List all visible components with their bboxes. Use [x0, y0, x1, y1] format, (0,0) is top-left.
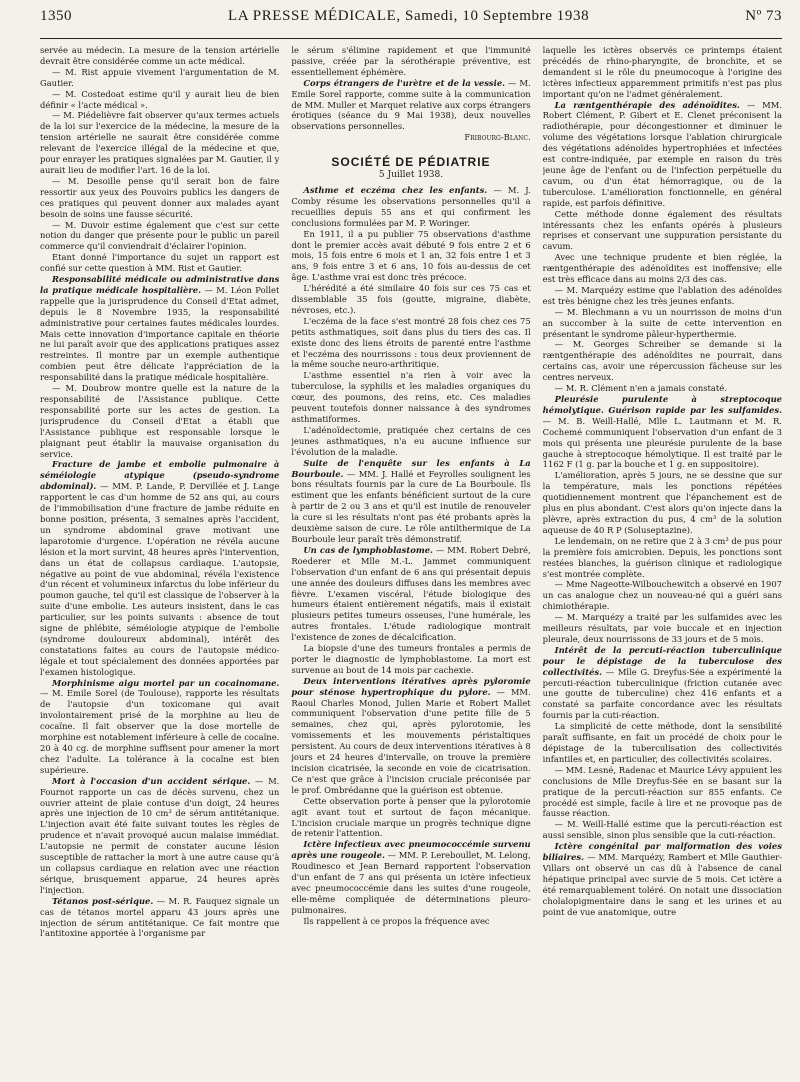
paragraph: — M. Georges Schreiber se demande si la ræntgenthérapie des adénoïdites ne pourrait, dans certains cas, avoir une répercussion fâcheuse sur les centres nerveux.	[542, 339, 782, 383]
article-heading: Asthme et eczéma chez les enfants.	[303, 184, 488, 195]
article	[543, 394, 782, 470]
article	[40, 459, 279, 677]
text-columns	[40, 45, 782, 1075]
paragraph: servée au médecin. La mesure de la tension artérielle devrait être considérée comme un acte médical.	[40, 45, 280, 66]
article	[40, 678, 279, 776]
paragraph: laquelle les ictères observés ce printemps étaient précédés de rhino-pharyngite, de bronchite, et se demandent si le rôle du pneumocoque à l'origine des ictères infectieux apparemment primitifs n'est pas plus important qu'on ne l'admet généralement.	[542, 45, 782, 99]
paragraph: — M. Rist appuie vivement l'argumentation de M. Gautier.	[40, 66, 280, 88]
column-1	[40, 45, 279, 1075]
paragraph: — M. Blechmann a vu un nourrisson de moins d'un an succomber à la suite de cette intervention en présentant le syndrome pâleur-hyperthermie.	[542, 306, 782, 339]
paragraph: La simplicité de cette méthode, dont la sensibilité paraît suffisante, en fait un procédé de choix pour le dépistage de la tuberculisation des collectivités infantiles et, en particulier, des collectivités scolaires.	[542, 721, 782, 764]
paragraph: le sérum s'élimine rapidement et que l'immunité passive, créée par la sérothérapie préventive, est essentiellement éphémère.	[291, 45, 531, 77]
paragraph: L'eczéma de la face s'est montré 28 fois chez ces 75 petits asthmatiques, soit dans plus du tiers des cas. Il existe donc des liens étroits de parenté entre l'asthme et l'eczéma des nourrissons : tous deux proviennent de la même souche neuro-arthritique.	[291, 315, 531, 370]
article-body: — M. Léon Pollet rappelle que la jurisprudence du Conseil d'Etat admet, depuis le 8 Novembre 1935, la responsabilité administrative pour certaines fautes médicales lourdes. Mais cette innovation d'importance capitale en théorie ne lui paraît avoir que des applications pratiques assez restreintes. Il montre par un exemple authentique combien peut être délicate l'appréciation de la responsabilité dans la pratique médicale hospitalière.	[40, 284, 280, 383]
paragraph: En 1911, il a pu publier 75 observations d'asthme dont le premier accès avait débuté 9 fois entre 2 et 6 mois, 15 fois entre 6 mois et 1 an, 32 fois entre 1 et 3 ans, 9 fois entre 3 et 6 ans, 10 fois au-dessus de cet âge. L'asthme vrai est donc très précoce.	[291, 228, 531, 283]
article-heading: Intérêt de la percuti-réaction tuberculinique pour le dépistage de la tuberculose des collectivités.	[542, 644, 782, 677]
article-body: — MM. P. Lereboullet, M. Lelong, Roudinesco et Jean Bernard rapportent l'observation d'un enfant de 7 ans qui présenta un ictère infectieux avec pneumococcémie dans les suites d'une rougeole, elle-même compliquée de déterminations pleuro-pulmonaires.	[291, 850, 531, 915]
paragraph: — Mme Nageotte-Wilbouchewitch a observé en 1907 un cas analogue chez un nouveau-né qui a guéri sans chimiothérapie.	[542, 579, 782, 612]
paragraph: — M. Desoille pense qu'il serait bon de faire ressortir aux yeux des Pouvoirs publics les dangers de ces pratiques qui peuvent donner aux malades ayant besoin de soins une fausse sécurité.	[40, 175, 280, 219]
paragraph: — M. Piédelièvre fait observer qu'aux termes actuels de la loi sur l'exercice de la médecine, la mesure de la tension artérielle ne saurait être considérée comme relevant de l'exercice illégal de la médecine et que, pour enrayer les pratiques signalées par M. Gautier, il y aurait lieu de modifier l'art. 16 de la loi.	[40, 110, 280, 175]
article-body: — MM. Raoul Charles Monod, Julien Marie et Robert Mallet communiquent l'observation d'une petite fille de 5 semaines, chez qui, après pylorotomie, les vomissements et les mouvements péristaltiques persistent. Au cours de deux interventions itératives à 8 jours et 24 heures d'intervalle, on trouve la première incision cicatrisée, la seconde en voie de cicatrisation. Ce n'est que grâce à l'incision cruciale préconisée par le prof. Ombrédanne que la guérison est obtenue.	[291, 686, 531, 795]
article-body: — Mlle G. Dreyfus-Sée a expérimenté la percuti-réaction tuberculinique (friction cutanée avec une goutte de tuberculine) chez 416 enfants et a constaté sa parfaite concordance avec les résultats fournis par la cuti-réaction.	[542, 666, 782, 721]
paragraph: — M. Weill-Hallé estime que la percuti-réaction est aussi sensible, sinon plus sensible que la cuti-réaction.	[542, 819, 782, 841]
article	[291, 458, 530, 545]
section-title: SOCIÉTÉ DE PÉDIATRIE	[331, 155, 491, 170]
article-body: — MM. Marquézy, Rambert et Mlle Gauthier-Villars ont observé un cas dû à l'absence de canal hépatique principal avec survie de 5 mois. Cet ictère a été remarquablement toléré. On notait une dissociation cholalopigmentaire dans le sang et les urines et au point de vue anatomique, outre	[542, 852, 782, 917]
article	[291, 185, 530, 229]
article-body: — MM. J. Hallé et Feyrolles soulignent les bons résultats fournis par la cure de La Bourboule. Ils estiment que les enfants bénéficient surtout de la cure à partir de 2 ou 3 ans et qu'il est inutile de renouveler la cure si les résultats n'ont pas été probants après la deuxième saison de cure. Le rôle antilthermique de La Bourboule leur paraît très démonstratif.	[291, 468, 531, 544]
paragraph: Le lendemain, on ne retire que 2 à 3 cm³ de pus pour la première fois amicrobien. Depuis, les ponctions sont restées blanches, la guérison clinique et radiologique s'est montrée complète.	[542, 535, 782, 579]
article	[291, 676, 530, 796]
article	[291, 545, 530, 643]
paragraph: — M. Costedoat estime qu'il y aurait lieu de bien définir « l'acte médical ».	[40, 88, 280, 110]
paragraph: L'asthme essentiel n'a rien à voir avec la tuberculose, la syphilis et les maladies organiques du cœur, des poumons, des reins, etc. Ces maladies peuvent toutefois donner naissance à des syndromes asthmatiformes.	[291, 370, 531, 424]
article-body: — M. R. Fauquez signale un cas de tétanos mortel apparu 43 jours après une injection de sérum antitétanique. Ce fait montre que l'antitoxine apportée à l'organisme par	[40, 895, 280, 939]
paragraph: La biopsie d'une des tumeurs frontales a permis de porter le diagnostic de lymphoblastome. La mort est survenue au bout de 14 mois par cachexie.	[291, 643, 531, 675]
article-heading: Fracture de jambe et embolie pulmonaire à séméiologie atypique (pseudo-syndrome abdominal).	[40, 459, 280, 492]
article	[543, 100, 782, 209]
paragraph: Cette observation porte à penser que la pylorotomie agit avant tout et surtout de façon mécanique. L'incision cruciale marque un progrès technique digne de retenir l'attention.	[291, 795, 531, 839]
paragraph: Etant donné l'importance du sujet un rapport est confié sur cette question à MM. Rist et Gautier.	[40, 252, 280, 274]
paragraph: L'adénoïdectomie, pratiquée chez certains de ces jeunes asthmatiques, n'a eu aucune influence sur l'évolution de la maladie.	[291, 424, 531, 457]
paragraph: — M. Doubrow montre quelle est la nature de la responsabilité de l'Assistance publique. Cette responsabilité porte sur les actes de gestion. La jurisprudence du Conseil d'Etat a établi que l'Assistance publique est responsable lorsque le plaignant peut établir la mauvaise organisation du service.	[40, 383, 280, 459]
article-body: — MM. P. Lande, P. Dervillée et J. Lange rapportent le cas d'un homme de 52 ans qui, au cours de l'immobilisation d'une fracture de jambe réduite en bonne position, présenta, 3 semaines après l'accident, un syndrome abdominal grave motivant une laparotomie d'urgence. L'opération ne révéla aucune lésion et la mort survint, 48 heures après l'intervention, dans un état de collapsus cardiaque. L'autopsie, négative au point de vue abdominal, révéla l'existence d'un récent et volumineux infarctus du lobe inférieur du poumon gauche, tel qu'il est classique de l'observer à la suite d'une embolie. Les auteurs insistent, dans le cas particulier, sur les points suivants : absence de tout signe de phlébite, séméiologie atypique de l'embolie (syndrome douloureux abdominal), intérêt des constatations faites au cours de l'autopsie médico-légale et tout spécialement des données apportées par l'examen histologique.	[40, 481, 280, 677]
paragraph: Avec une technique prudente et bien réglée, la ræntgenthérapie des adénoïdites est inoffensive; elle est très efficace dans au moins 2/3 des cas.	[542, 252, 782, 285]
article-heading: Morphinisme aigu mortel par un cocainomane.	[52, 677, 280, 688]
article	[291, 78, 530, 133]
paragraph: — M. Marquézy estime que l'ablation des adénoïdes est très bénigne chez les très jeunes enfants.	[542, 284, 782, 306]
paragraph: — MM. Lesné, Radenac et Maurice Lévy appuient les conclusions de Mlle Dreyfus-Sée en se basant sur la pratique de la percuti-réaction sur 855 enfants. Ce procédé est simple, facile à lire et ne provoque pas de fausse réaction.	[542, 764, 782, 819]
article	[291, 839, 530, 915]
article-heading: Ictère congénital par malformation des voies biliaires.	[542, 841, 782, 863]
article-heading: Mort à l'occasion d'un accident sérique.	[52, 775, 251, 786]
journal-title: LA PRESSE MÉDICALE, Samedi, 10 Septembre 1938	[228, 8, 590, 24]
article-body: — M. Emile Sorel (de Toulouse), rapporte les résultats de l'autopsie d'un toxicomane qui avait involontairement prisé de la morphine au lieu de cocaïne. Il fait observer que la dose mortelle de morphine est notablement inférieure à celle de cocaïne. 20 à 40 cg. de morphine suffisent pour amener la mort chez l'adulte. La tolérance à la cocaïne est bien supérieure.	[40, 688, 280, 775]
section-date: 5 Juillet 1938.	[378, 170, 444, 181]
article-body: — M. Emile Sorel rapporte, comme suite à la communication de MM. Muller et Marquet relative aux corps étrangers érotiques (séance du 9 Mai 1938), deux nouvelles observations personnelles.	[291, 77, 531, 132]
article-body: — M. J. Comby résume les observations personnelles qu'il a recueillies depuis 55 ans et qui confirment les conclusions formulées par M. P. Woringer.	[291, 184, 531, 228]
article-body: — M. B. Weill-Hallé, Mlle L. Lautmann et M. R. Cochemé communiquent l'observation d'un enfant de 3 mois qui présenta une pleurésie purulente de la base gauche à streptocoque hémolytique. Il est traité par le 1162 F (1 g. par la bouche et 1 g. en suppositoire).	[542, 415, 782, 470]
article-heading: Ictère infectieux avec pneumococcémie survenu après une rougeole.	[291, 839, 531, 861]
column-2	[291, 45, 530, 1075]
issue-number: Nº 73	[745, 8, 782, 24]
article-heading: Tétanos post-sérique.	[52, 895, 154, 906]
paragraph: L'amélioration, après 5 jours, ne se dessine que sur la température, mais les ponctions répétées quotidiennement montrent que l'épanchement est de plus en plus abondant. C'est alors qu'on injecte dans la plèvre, après extraction du pus, 4 cm³ de la solution aqueuse de 40 R P (Soluseptazine).	[542, 470, 782, 535]
article-heading: Deux interventions itératives après pyloromie pour sténose hypertrophique du pylore.	[291, 675, 531, 697]
article-body: — MM. Robert Clément, P. Gibert et E. Clenet préconisent la radiothérapie, pour décongestionner et diminuer le volume des végétations lorsque l'ablation chirurgicale des végétations adénoïdes hypertrophiées et infectées est contre-indiquée, par exemple en raison du très jeune âge de l'enfant ou de l'infection perpétuelle du cavum, ou d'un état hémorragique, ou de la tuberculose. L'amélioration fonctionnelle, en général rapide, est parfois définitive.	[542, 99, 782, 208]
paragraph: Ils rappellent à ce propos la fréquence avec	[303, 915, 490, 926]
article	[543, 841, 782, 917]
page-header	[40, 8, 782, 39]
page-number: 1350	[40, 8, 72, 24]
signature: Fribourg-Blanc.	[464, 132, 531, 143]
article-heading: Responsabilité médicale ou administrative dans la pratique médicale hospitalière.	[40, 274, 280, 295]
article	[543, 645, 782, 721]
article	[40, 896, 279, 940]
article-heading: Suite de l'enquête sur les enfants à La Bourboule.	[291, 457, 531, 479]
article-body: — MM. Robert Debré, Roederer et Mlle M.-L. Jammet communiquent l'observation d'un enfant de 6 ans qui présentait depuis une année des douleurs diffuses dans les membres avec fièvre. L'examen viscéral, l'étude biologique des humeurs étaient entièrement négatifs, mais il existait plusieurs petites tumeurs osseuses, l'une humérale, les autres frontales. L'étude radiologique montrait l'existence de zones de décalcification.	[291, 544, 531, 643]
article-heading: Corps étrangers de l'urètre et de la vessie.	[303, 77, 506, 88]
article	[40, 776, 279, 896]
column-3	[543, 45, 782, 1075]
article	[40, 274, 279, 383]
article-heading: Pleurésie purulente à streptocoque hémolytique. Guérison rapide par les sulfamides.	[542, 394, 782, 415]
article-body: — M. Fournot rapporte un cas de décès survenu, chez un ouvrier atteint de plaie contuse d'un doigt, 24 heures après une injection de 10 cm³ de sérum antitétanique. L'injection avait été faite suivant toutes les règles de prudence et n'avait provoqué aucun malaise immédiat. L'autopsie ne permit de constater aucune lésion susceptible de rattacher la mort à une autre cause qu'à un collapsus cardiaque en relation avec une réaction sérique, brusquement apparue, 24 heures après l'injection.	[40, 775, 280, 895]
article-heading: Un cas de lymphoblastome.	[303, 544, 433, 555]
paragraph: — M. Duvoir estime également que c'est sur cette notion du danger que présente pour le public un pareil commerce qu'il conviendrait d'éclairer l'opinion.	[40, 219, 280, 252]
paragraph: Cette méthode donne également des résultats intéressants chez les enfants opérés à plusieurs reprises et conservant une suppuration persistante du cavum.	[542, 208, 782, 252]
paragraph: — M. R. Clément n'en a jamais constaté.	[554, 383, 727, 394]
paragraph: — M. Marquézy a traité par les sulfamides avec les meilleurs résultats, par voie buccale et en injection pleurale, deux nourrissons de 33 jours et de 5 mois.	[542, 612, 782, 644]
paragraph: L'hérédité a été similaire 40 fois sur ces 75 cas et dissemblable 35 fois (goutte, migraine, diabète, névroses, etc.).	[291, 283, 531, 315]
article-heading: La ræntgenthérapie des adénoïdites.	[554, 99, 740, 110]
